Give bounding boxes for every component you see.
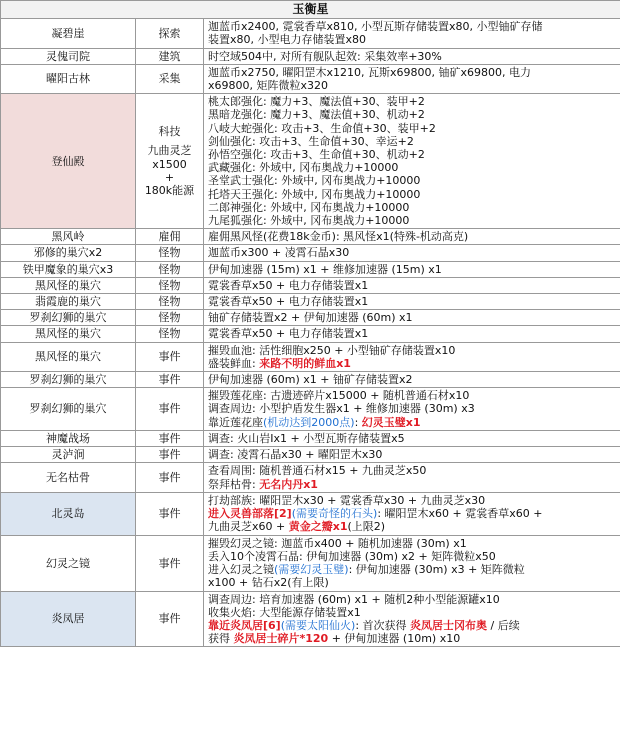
type-cell	[136, 310, 204, 326]
reward-line	[208, 619, 616, 632]
type-label: 怪物	[158, 327, 181, 341]
type-cell	[136, 94, 204, 229]
highlight-item: 幻灵玉璧x1	[361, 415, 421, 429]
type-cell	[136, 326, 204, 342]
type-label: 事件	[158, 448, 181, 462]
type-cell	[136, 492, 204, 535]
highlight-item: 来路不明的鲜血x1	[259, 356, 351, 370]
reward-line	[208, 357, 616, 370]
highlight-item: 炎凤居士冈布奥	[410, 618, 488, 632]
reward-text: 装置x80, 小型电力存储装置x80	[208, 33, 367, 47]
reward-text: 迦蓝币x2400, 霓裳香草x810, 小型瓦斯存储装置x80, 小型铀矿存储	[208, 20, 543, 34]
type-label: 180k能源	[144, 184, 195, 198]
reward-cell	[204, 430, 620, 446]
reward-line	[208, 311, 616, 324]
place-cell: 炎凤居	[1, 591, 136, 647]
type-label: 怪物	[158, 278, 181, 292]
reward-text: 祭拜枯骨:	[208, 477, 260, 491]
type-label: 雇佣	[158, 230, 181, 244]
reward-text: + 伊甸加速器 (10m) x10	[328, 632, 461, 646]
reward-table-body	[1, 1, 620, 647]
reward-text: 进入幻灵之镜	[208, 563, 274, 577]
reward-text: (上限2)	[347, 520, 386, 534]
reward-line	[208, 416, 616, 429]
reward-line	[208, 432, 616, 445]
table-row	[1, 535, 620, 591]
reward-cell	[204, 492, 620, 535]
reward-text: 铀矿存储装置x2 + 伊甸加速器 (60m) x1	[208, 311, 413, 325]
reward-line	[208, 373, 616, 386]
reward-line	[208, 161, 616, 174]
type-label: 事件	[158, 350, 181, 364]
reward-line	[208, 263, 616, 276]
reward-text: 霓裳香草x50 + 电力存储装置x1	[208, 327, 369, 341]
reward-cell	[204, 261, 620, 277]
reward-line	[208, 507, 616, 520]
reward-line	[208, 402, 616, 415]
reward-line	[208, 537, 616, 550]
table-title: 玉衡星	[1, 1, 620, 19]
place-cell: 神魔战场	[1, 430, 136, 446]
reward-line	[208, 135, 616, 148]
reward-cell	[204, 342, 620, 371]
reward-text: 八岐大蛇强化: 攻击+3、生命值+30、装甲+2	[208, 121, 436, 135]
reward-line	[208, 79, 616, 92]
reward-text: / 后续	[487, 618, 520, 632]
reward-line	[208, 344, 616, 357]
reward-line	[208, 122, 616, 135]
table-row	[1, 229, 620, 245]
type-label: 事件	[158, 612, 181, 626]
table-row	[1, 19, 620, 48]
place-cell: 黑风怪的巢穴	[1, 342, 136, 371]
type-label: +	[164, 170, 175, 184]
type-label: 采集	[158, 72, 181, 86]
reward-text: 摧毁幻灵之镜: 迦蓝币x400 + 随机加速器 (30m) x1	[208, 536, 467, 550]
reward-line	[208, 95, 616, 108]
place-cell: 灵傀司院	[1, 48, 136, 64]
place-cell: 黑风岭	[1, 229, 136, 245]
highlight-item: 炎凤居士碎片*120	[233, 632, 329, 646]
reward-line	[208, 201, 616, 214]
type-cell	[136, 463, 204, 492]
type-label: 怪物	[158, 295, 181, 309]
place-cell: 黑风怪的巢穴	[1, 326, 136, 342]
type-cell	[136, 294, 204, 310]
table-row	[1, 388, 620, 431]
reward-cell	[204, 48, 620, 64]
place-cell: 北灵岛	[1, 492, 136, 535]
type-label: 建筑	[158, 49, 181, 63]
type-label: 科技	[158, 125, 181, 139]
reward-line	[208, 174, 616, 187]
type-label: 事件	[158, 507, 181, 521]
reward-cell	[204, 245, 620, 261]
reward-text: 调查: 火山岩Ⅰx1 + 小型瓦斯存储装置x5	[208, 431, 405, 445]
table-row	[1, 463, 620, 492]
reward-line	[208, 295, 616, 308]
reward-text: 时空域504中, 对所有舰队起效: 采集效率+30%	[208, 49, 442, 63]
table-row	[1, 326, 620, 342]
reward-text: 托塔天王强化: 外域中, 冈布奥战力+10000	[208, 187, 421, 201]
reward-text: 迦蓝币x2750, 曜阳罡木x1210, 瓦斯x69800, 铀矿x69800, 电力	[208, 65, 531, 79]
type-label: 事件	[158, 470, 181, 484]
reward-line	[208, 108, 616, 121]
reward-text: 霓裳香草x50 + 电力存储装置x1	[208, 278, 369, 292]
reward-text: : 伊甸加速器 (30m) x3 + 矩阵微粒	[348, 563, 525, 577]
requirement-note: (需要幻灵玉璧)	[274, 563, 349, 577]
type-cell	[136, 277, 204, 293]
table-row	[1, 430, 620, 446]
table-row	[1, 277, 620, 293]
place-cell: 灵泸涧	[1, 447, 136, 463]
type-cell	[136, 19, 204, 48]
reward-cell	[204, 591, 620, 647]
reward-text: 剑仙强化: 攻击+3、生命值+30、幸运+2	[208, 134, 414, 148]
reward-line	[208, 246, 616, 259]
reward-text: 霓裳香草x50 + 电力存储装置x1	[208, 295, 369, 309]
reward-cell	[204, 64, 620, 93]
reward-line	[208, 148, 616, 161]
reward-line	[208, 389, 616, 402]
type-label: 怪物	[158, 262, 181, 276]
reward-cell	[204, 277, 620, 293]
reward-text: 九曲灵芝x60 +	[208, 520, 289, 534]
place-cell: 翡霞鹿的巢穴	[1, 294, 136, 310]
table-row	[1, 64, 620, 93]
reward-cell	[204, 294, 620, 310]
place-cell: 黑风怪的巢穴	[1, 277, 136, 293]
reward-text: 丢入10个凌霄石晶: 伊甸加速器 (30m) x2 + 矩阵微粒x50	[208, 549, 496, 563]
reward-line	[208, 50, 616, 63]
place-cell: 罗刹幻狮的巢穴	[1, 310, 136, 326]
place-cell: 曜阳古林	[1, 64, 136, 93]
table-row	[1, 294, 620, 310]
type-cell	[136, 430, 204, 446]
place-cell: 幻灵之镜	[1, 535, 136, 591]
reward-line	[208, 33, 616, 46]
reward-cell	[204, 535, 620, 591]
table-row	[1, 310, 620, 326]
reward-cell	[204, 19, 620, 48]
place-cell: 凝碧崖	[1, 19, 136, 48]
reward-text: 调查周边: 小型护盾发生器x1 + 维修加速器 (30m) x3	[208, 402, 475, 416]
table-row	[1, 447, 620, 463]
table-row	[1, 245, 620, 261]
reward-line	[208, 563, 616, 576]
type-cell	[136, 388, 204, 431]
table-row	[1, 492, 620, 535]
reward-text: 靠近莲花座	[208, 415, 263, 429]
reward-line	[208, 20, 616, 33]
type-cell	[136, 372, 204, 388]
reward-text: 伊甸加速器 (15m) x1 + 维修加速器 (15m) x1	[208, 262, 442, 276]
reward-line	[208, 66, 616, 79]
reward-line	[208, 279, 616, 292]
reward-line	[208, 464, 616, 477]
reward-text: 雇佣黑风怪(花费18k金币): 黑风怪x1(特殊-机动高克)	[208, 230, 469, 244]
reward-line	[208, 632, 616, 645]
reward-text: 二郎神强化: 外域中, 冈布奥战力+10000	[208, 200, 410, 214]
reward-line	[208, 494, 616, 507]
reward-text: 武藏强化: 外域中, 冈布奥战力+10000	[208, 161, 399, 175]
type-label: 怪物	[158, 311, 181, 325]
table-row	[1, 48, 620, 64]
reward-line	[208, 478, 616, 491]
reward-line	[208, 550, 616, 563]
place-cell: 无名枯骨	[1, 463, 136, 492]
type-label: x1500	[152, 157, 187, 171]
reward-cell	[204, 94, 620, 229]
reward-text: 摧毁莲花座: 古遗迹碎片x15000 + 随机普通石材x10	[208, 389, 470, 403]
type-cell	[136, 48, 204, 64]
reward-line	[208, 520, 616, 533]
reward-text: 迦蓝币x300 + 凌霄石晶x30	[208, 246, 350, 260]
reward-cell	[204, 310, 620, 326]
type-cell	[136, 591, 204, 647]
table-row	[1, 591, 620, 647]
type-label: 事件	[158, 556, 181, 570]
reward-text: 打劫部族: 曜阳罡木x30 + 霓裳香草x30 + 九曲灵芝x30	[208, 493, 486, 507]
reward-cell	[204, 447, 620, 463]
reward-text: 圣堂武士强化: 外域中, 冈布奥战力+10000	[208, 174, 421, 188]
place-cell: 罗刹幻狮的巢穴	[1, 372, 136, 388]
type-label: 事件	[158, 373, 181, 387]
highlight-item: 黄金之瓣x1	[288, 520, 348, 534]
type-label: 事件	[158, 402, 181, 416]
reward-text: x100 + 钻石x2(有上限)	[208, 576, 329, 590]
reward-cell	[204, 463, 620, 492]
place-cell: 登仙殿	[1, 94, 136, 229]
reward-text: : 曜阳罡木x60 + 霓裳香草x60 +	[377, 507, 543, 521]
requirement-note: (需要太阳仙火)	[280, 618, 356, 632]
type-cell	[136, 245, 204, 261]
reward-text: :	[354, 415, 362, 429]
reward-text: 黑暗龙强化: 魔力+3、魔法值+30、机动+2	[208, 108, 425, 122]
reward-line	[208, 327, 616, 340]
type-cell	[136, 447, 204, 463]
place-cell: 罗刹幻狮的巢穴	[1, 388, 136, 431]
highlight-item: 进入灵兽部落[2]	[208, 507, 292, 521]
type-label: 探索	[158, 26, 181, 40]
table-row	[1, 261, 620, 277]
reward-line	[208, 593, 616, 606]
reward-cell	[204, 229, 620, 245]
type-cell	[136, 342, 204, 371]
type-label: 怪物	[158, 246, 181, 260]
place-cell: 铁甲魔象的巢穴x3	[1, 261, 136, 277]
reward-line	[208, 214, 616, 227]
requirement-note: (机动达到2000点)	[263, 415, 355, 429]
table-title-row	[1, 1, 620, 19]
type-label: 九曲灵芝	[147, 144, 192, 158]
highlight-item: 无名内丹x1	[259, 477, 318, 491]
reward-cell	[204, 372, 620, 388]
type-cell	[136, 229, 204, 245]
reward-text: 调查: 凌霄石晶x30 + 曜阳罡木x30	[208, 448, 383, 462]
requirement-note: (需要奇怪的石头)	[291, 507, 378, 521]
reward-text: : 首次获得	[355, 618, 411, 632]
type-cell	[136, 64, 204, 93]
reward-line	[208, 448, 616, 461]
reward-text: 调查周边: 培育加速器 (60m) x1 + 随机2种小型能源罐x10	[208, 592, 500, 606]
reward-text: x69800, 矩阵微粒x320	[208, 79, 329, 93]
reward-cell	[204, 326, 620, 342]
reward-text: 收集火焰: 大型能源存储装置x1	[208, 605, 361, 619]
highlight-item: 靠近炎凤居[6]	[208, 618, 281, 632]
reward-line	[208, 188, 616, 201]
type-label: 事件	[158, 431, 181, 445]
table-row	[1, 94, 620, 229]
reward-text: 九尾狐强化: 外域中, 冈布奥战力+10000	[208, 214, 410, 228]
reward-cell	[204, 388, 620, 431]
reward-text: 孙悟空强化: 攻击+3、生命值+30、机动+2	[208, 148, 425, 162]
place-cell: 邪修的巢穴x2	[1, 245, 136, 261]
reward-text: 摧毁血池: 活性细胞x250 + 小型铀矿存储装置x10	[208, 343, 456, 357]
reward-line	[208, 606, 616, 619]
reward-text: 桃太郎强化: 魔力+3、魔法值+30、装甲+2	[208, 95, 425, 109]
type-cell	[136, 261, 204, 277]
reward-text: 盛装鲜血:	[208, 356, 260, 370]
reward-text: 伊甸加速器 (60m) x1 + 铀矿存储装置x2	[208, 373, 413, 387]
reward-text: 查看周围: 随机普通石材x15 + 九曲灵芝x50	[208, 464, 427, 478]
reward-line	[208, 230, 616, 243]
type-cell	[136, 535, 204, 591]
reward-text: 获得	[208, 632, 234, 646]
table-row	[1, 372, 620, 388]
reward-line	[208, 576, 616, 589]
table-row	[1, 342, 620, 371]
